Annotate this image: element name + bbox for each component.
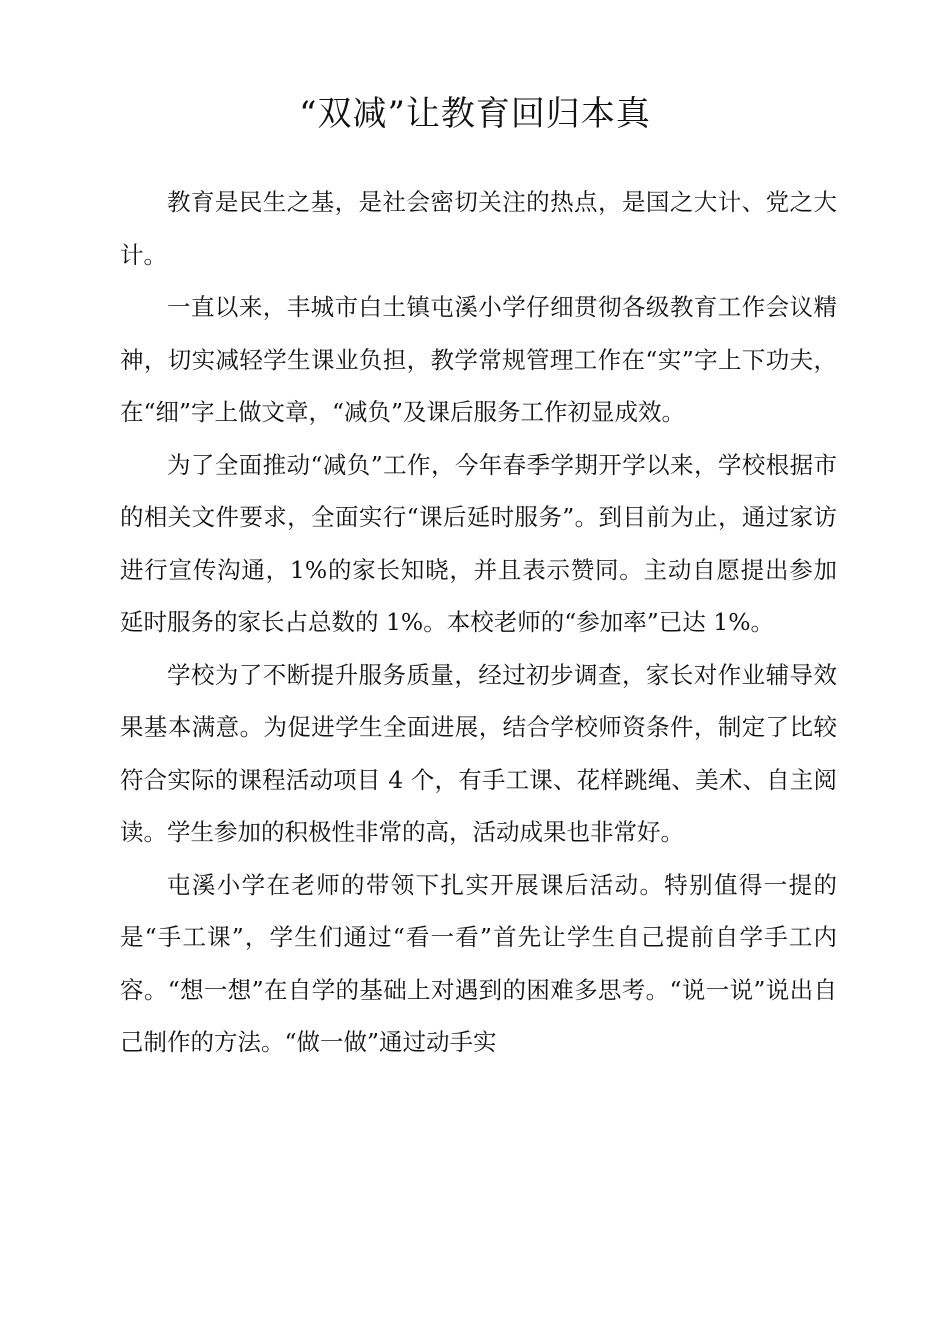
paragraph-4: 学校为了不断提升服务质量，经过初步调查，家长对作业辅导效果基本满意。为促进学生全面进展，结合学校师资条件，制定了比较符合实际的课程活动项目 4 个，有手工课、花样跳绳、美术、自主阅读。学生参加的积极性非常的高，活动成果也非常好。 xyxy=(120,660,837,846)
paragraph-5: 屯溪小学在老师的带领下扎实开展课后活动。特别值得一提的是“手工课”，学生们通过“看一看”首先让学生自己提前自学手工内容。“想一想”在自学的基础上对遇到的困难多思考。“说一说”说出自己制作的方法。“做一做”通过动手实 xyxy=(120,870,837,1056)
document-body xyxy=(120,176,837,1069)
document-title: “双减”让教育回归本真 xyxy=(299,94,651,134)
paragraph-3: 为了全面推动“减负”工作，今年春季学期开学以来，学校根据市的相关文件要求，全面实行“课后延时服务”。到目前为止，通过家访进行宣传沟通，1%的家长知晓，并且表示赞同。主动自愿提出参加延时服务的家长占总数的 1%。本校老师的“参加率”已达 1%。 xyxy=(120,450,837,636)
paragraph-2: 一直以来，丰城市白土镇屯溪小学仔细贯彻各级教育工作会议精神，切实减轻学生课业负担，教学常规管理工作在“实”字上下功夫，在“细”字上做文章，“减负”及课后服务工作初显成效。 xyxy=(120,293,837,426)
paragraph-1: 教育是民生之基，是社会密切关注的热点，是国之大计、党之大计。 xyxy=(120,188,837,269)
